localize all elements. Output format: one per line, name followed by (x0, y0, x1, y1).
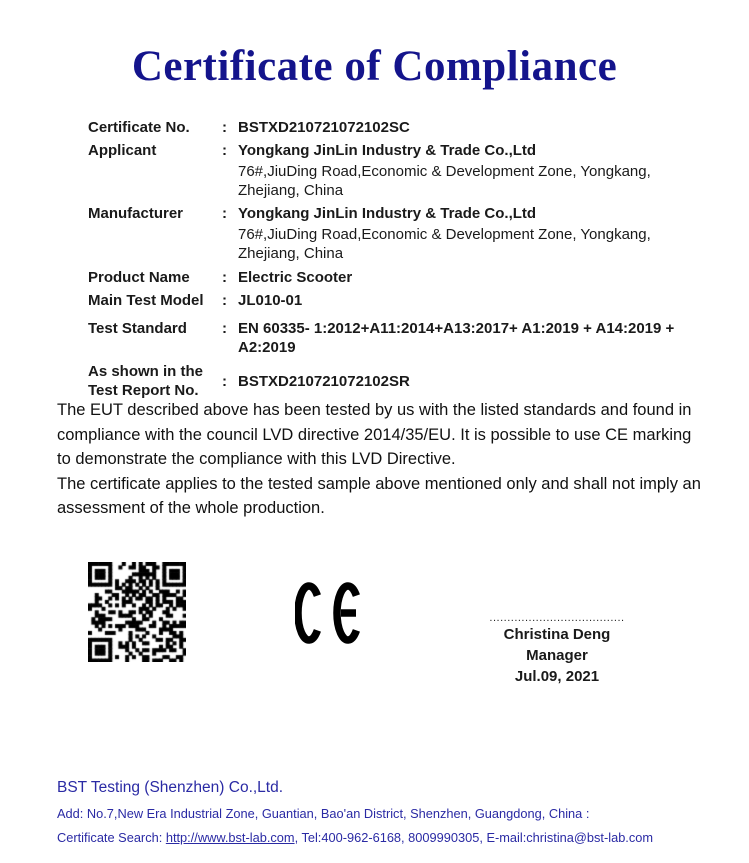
field-value: BSTXD210721072102SR (238, 372, 410, 390)
field-value: Yongkang JinLin Industry & Trade Co.,Ltd (238, 205, 537, 222)
field-label: As shown in the Test Report No. (88, 363, 204, 399)
field-value: EN 60335- 1:2012+A11:2014+A13:2017+ A1:2019 + A14:2019 + A2:2019 (238, 320, 675, 356)
signature-line: ...................................... (489, 612, 625, 624)
lab-website-link[interactable]: http://www.bst-lab.com (165, 830, 295, 845)
field-value: Electric Scooter (238, 269, 353, 286)
search-label: Certificate Search: (57, 830, 166, 845)
colon-separator: : (222, 142, 227, 159)
search-contacts: , Tel:400-962-6168, 8009990305, E-mail:christina@bst-lab.com (294, 830, 654, 845)
lab-footer (57, 778, 717, 846)
field-label: Manufacturer (88, 205, 184, 222)
field-label: Product Name (88, 269, 190, 286)
field-value: Yongkang JinLin Industry & Trade Co.,Ltd (238, 142, 537, 159)
field-row-manufacturer (88, 204, 698, 263)
field-row-test-standard (88, 319, 698, 357)
certificate-details (88, 118, 698, 404)
colon-separator: : (222, 119, 227, 136)
field-row-test-report-no (88, 362, 698, 400)
colon-separator: : (222, 372, 227, 390)
qr-code-icon (88, 562, 186, 662)
colon-separator: : (222, 320, 227, 337)
field-row-main-test-model (88, 291, 698, 310)
signature-date: Jul.09, 2021 (514, 668, 600, 685)
ce-mark-icon (295, 580, 367, 646)
field-label: Main Test Model (88, 292, 204, 309)
lab-address: Add: No.7,New Era Industrial Zone, Guantian, Bao'an District, Shenzhen, Guangdong, China : (57, 806, 590, 821)
certificate-search-line (57, 830, 717, 846)
lab-name: BST Testing (Shenzhen) Co.,Ltd. (57, 779, 284, 796)
colon-separator: : (222, 292, 227, 309)
colon-separator: : (222, 205, 227, 222)
field-row-certificate-no (88, 118, 698, 137)
field-label: Certificate No. (88, 119, 190, 136)
statement-paragraph-1: The EUT described above has been tested by us with the listed standards and found in compliance with the council LVD directive 2014/35/EU. It is possible to use CE marking to demonstrate the compliance with this LVD Directive. (57, 401, 692, 468)
signatory-name: Christina Deng (503, 626, 611, 643)
field-value: JL010-01 (238, 292, 303, 309)
field-address: 76#,JiuDing Road,Economic & Development Zone, Yongkang, Zhejiang, China (238, 226, 651, 262)
field-value: BSTXD210721072102SC (238, 119, 410, 136)
field-row-applicant (88, 141, 698, 200)
statement-paragraph-2: The certificate applies to the tested sample above mentioned only and shall not imply an assessment of the whole production. (57, 474, 701, 517)
field-row-product-name (88, 268, 698, 287)
signatory-title: Manager (526, 647, 588, 664)
field-label: Test Standard (88, 320, 187, 337)
field-address: 76#,JiuDing Road,Economic & Development Zone, Yongkang, Zhejiang, China (238, 163, 651, 199)
field-label: Applicant (88, 142, 157, 159)
signature-block (468, 612, 646, 687)
compliance-statement (57, 398, 707, 521)
page-title: Certificate of Compliance (131, 43, 618, 90)
colon-separator: : (222, 269, 227, 286)
